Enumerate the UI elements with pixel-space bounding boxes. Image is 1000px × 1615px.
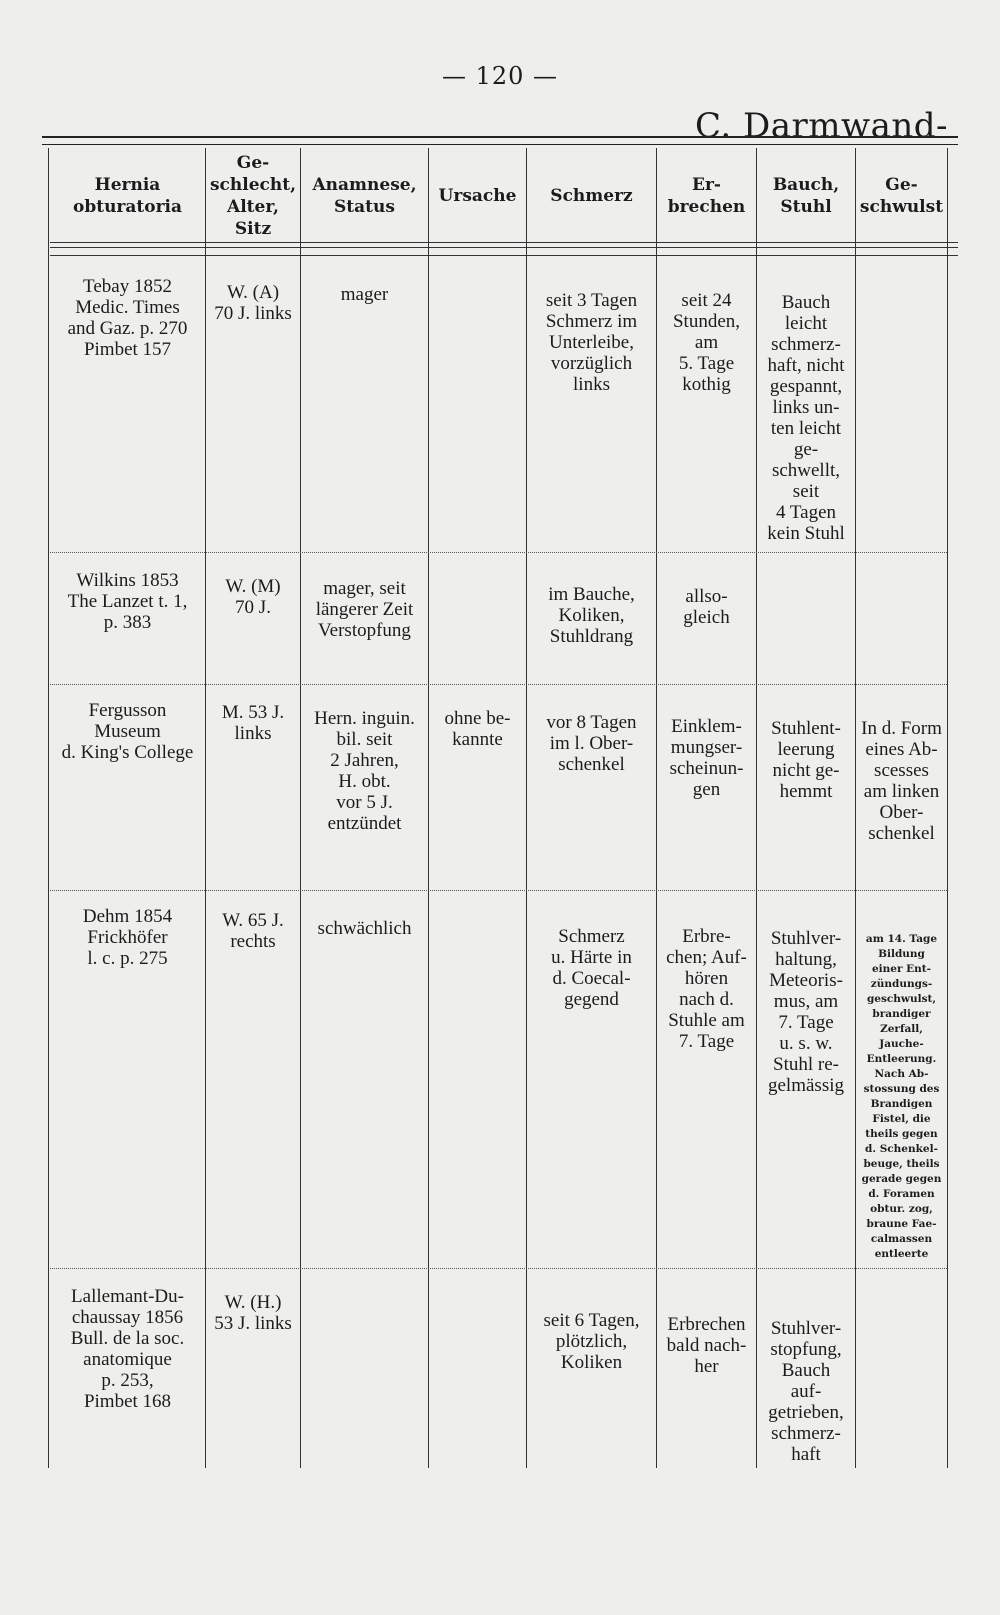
cell-cause: ohne be- kannte [444, 708, 511, 750]
cell-anamnesis: mager, seit längerer Zeit Verstopfung [315, 578, 414, 641]
cell-vomiting: Einklem- mungser- scheinun- gen [669, 716, 744, 800]
column-divider [205, 148, 206, 1468]
cell-abdomen-stool: Stuhlver- stopfung, Bauch auf- getrieben, schmerz- haft [768, 1318, 844, 1465]
header-sex-age-side: Ge- schlecht, Alter, Sitz [209, 153, 297, 239]
header-tumor: Ge- schwulst [859, 175, 944, 217]
cell-sex-age-side: W. (M) 70 J. [225, 576, 281, 618]
header-cause: Ursache [438, 186, 517, 206]
cell-pain: seit 3 Tagen Schmerz im Unterleibe, vorzüglich links [545, 290, 638, 395]
row-separator [50, 684, 947, 685]
cell-pain: seit 6 Tagen, plötzlich, Koliken [543, 1310, 640, 1373]
row-separator [50, 552, 947, 553]
page-number: — 120 — [441, 62, 559, 90]
cell-anamnesis: Hern. inguin. bil. seit 2 Jahren, H. obt. vor 5 J. entzündet [314, 708, 415, 834]
cell-sex-age-side: W. 65 J. rechts [222, 910, 284, 952]
cell-anamnesis: mager [340, 284, 389, 305]
header-anamnesis: Anamnese, Status [312, 175, 417, 217]
header-source: Hernia obturatoria [72, 175, 183, 217]
cell-source: Wilkins 1853 The Lanzet t. 1, p. 383 [67, 570, 188, 633]
cell-abdomen-stool: Bauch leicht schmerz- haft, nicht gespannt, links un- ten leicht ge- schwellt, seit 4 Tagen kein Stuhl [767, 292, 845, 544]
section-title: C. Darmwand- [695, 106, 948, 146]
cell-pain: Schmerz u. Härte in d. Coecal- gegend [551, 926, 632, 1010]
cell-source: Tebay 1852 Medic. Times and Gaz. p. 270 Pimbet 157 [67, 276, 188, 360]
header-pain: Schmerz [550, 186, 633, 206]
row-separator [50, 1268, 947, 1269]
table-border-right [947, 148, 948, 1468]
header-divider-2 [50, 255, 958, 256]
table-border-left [48, 148, 49, 1468]
cell-source: Dehm 1854 Frickhöfer l. c. p. 275 [82, 906, 173, 969]
top-rule [42, 136, 958, 138]
cell-anamnesis: schwächlich [317, 918, 412, 939]
cell-pain: im Bauche, Koliken, Stuhldrang [548, 584, 635, 647]
cell-vomiting: allso- gleich [683, 586, 730, 628]
cell-abdomen-stool: Stuhlent- leerung nicht ge- hemmt [771, 718, 841, 802]
cell-sex-age-side: W. (A) 70 J. links [214, 282, 292, 324]
cell-sex-age-side: W. (H.) 53 J. links [214, 1292, 292, 1334]
cell-source: Fergusson Museum d. King's College [61, 700, 194, 763]
cell-pain: vor 8 Tagen im l. Ober- schenkel [546, 712, 637, 775]
header-abdomen-stool: Bauch, Stuhl [772, 175, 840, 217]
cell-abdomen-stool: Stuhlver- haltung, Meteoris- mus, am 7. Tage u. s. w. Stuhl re- gelmässig [768, 928, 844, 1096]
cell-sex-age-side: M. 53 J. links [221, 702, 285, 744]
row-separator [50, 890, 947, 891]
header-vomiting: Er- brechen [667, 175, 746, 217]
header-divider [50, 242, 958, 248]
column-divider [428, 148, 429, 1468]
top-rule-thin [42, 144, 958, 145]
cell-tumor: In d. Form eines Ab- scesses am linken Ober- schenkel [861, 718, 942, 844]
cell-vomiting: Erbre- chen; Auf- hören nach d. Stuhle am 7. Tage [666, 926, 747, 1052]
cell-tumor: am 14. Tage Bildung einer Ent- zündungs- geschwulst, brandiger Zerfall, Jauche- Entleerung. Nach Ab- stossung des Brandigen Fistel, die theils gegen d. Schenkel- beuge, theils gerade gegen d. Foramen obtur. zog, braune Fae- calmassen entleerte [861, 933, 942, 1260]
cell-vomiting: Erbrechen bald nach- her [666, 1314, 747, 1377]
cell-source: Lallemant-Du- chaussay 1856 Bull. de la soc. anatomique p. 253, Pimbet 168 [70, 1286, 185, 1412]
cell-vomiting: seit 24 Stunden, am 5. Tage kothig [672, 290, 741, 395]
